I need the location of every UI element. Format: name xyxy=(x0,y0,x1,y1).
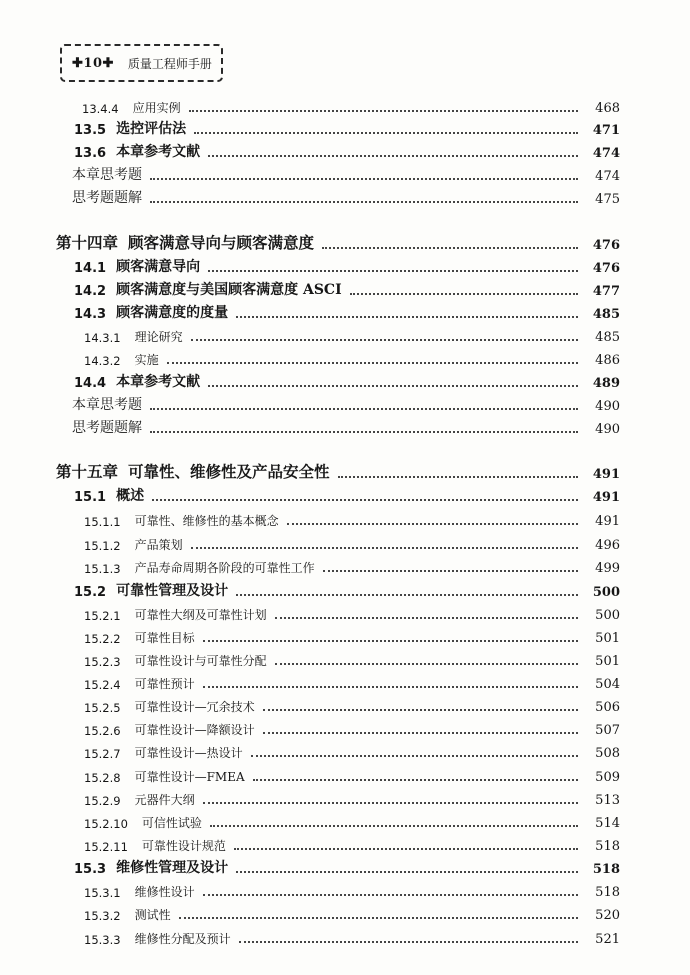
toc-entry[interactable] xyxy=(84,695,620,715)
toc-entry-page: 490 xyxy=(595,399,620,414)
dot-leader xyxy=(203,802,578,804)
toc-entry-page: 491 xyxy=(595,514,620,529)
toc-entry-page: 485 xyxy=(592,307,620,322)
toc-entry-number: 15.1.1 xyxy=(84,515,121,529)
toc-entry[interactable] xyxy=(72,164,620,184)
toc-entry-number: 15.2.2 xyxy=(84,632,121,646)
toc-entry-title: 本章参考文献 xyxy=(116,144,201,160)
toc-entry[interactable] xyxy=(74,580,620,600)
toc-entry-page: 477 xyxy=(592,284,620,299)
toc-entry[interactable] xyxy=(74,485,620,505)
toc-entry-title: 可信性试验 xyxy=(141,816,202,830)
toc-entry-number: 14.4 xyxy=(74,376,107,391)
dot-leader xyxy=(275,663,578,665)
toc-entry-number: 15.2.11 xyxy=(84,840,128,854)
toc-entry-page: 507 xyxy=(595,723,620,738)
dot-leader xyxy=(263,732,578,734)
toc-entry-page: 491 xyxy=(592,467,620,482)
toc-entry-number: 15.3 xyxy=(74,862,107,877)
dot-leader xyxy=(253,779,578,781)
toc-entry-page: 500 xyxy=(595,608,620,623)
toc-entry[interactable] xyxy=(84,811,620,831)
toc-entry[interactable] xyxy=(74,371,620,391)
toc-entry-page: 518 xyxy=(592,862,620,877)
toc-entry-title: 概述 xyxy=(116,488,145,504)
toc-entry[interactable] xyxy=(84,834,620,854)
toc-entry[interactable] xyxy=(72,417,620,437)
dot-leader xyxy=(150,178,578,180)
toc-entry-title: 应用实例 xyxy=(132,101,181,115)
toc-entry-title: 选控评估法 xyxy=(116,121,187,137)
toc-entry[interactable] xyxy=(84,903,620,923)
dot-leader xyxy=(350,293,578,295)
dot-leader xyxy=(203,640,578,642)
toc-entry-page: 506 xyxy=(595,700,620,715)
toc-entry-title: 可靠性设计规范 xyxy=(141,839,226,853)
toc-entry-title: 产品寿命周期各阶段的可靠性工作 xyxy=(134,561,315,575)
toc-entry[interactable] xyxy=(84,927,620,947)
toc-entry-number: 15.2 xyxy=(74,585,107,600)
toc-entry[interactable] xyxy=(72,187,620,207)
dot-leader xyxy=(203,686,578,688)
toc-entry-title: 可靠性预计 xyxy=(134,677,195,691)
dot-leader xyxy=(323,570,578,572)
dot-leader xyxy=(191,339,578,341)
dot-leader xyxy=(287,523,578,525)
toc-entry-title: 可靠性目标 xyxy=(134,631,195,645)
dot-leader xyxy=(194,132,578,134)
dot-leader xyxy=(236,594,578,596)
dot-leader xyxy=(167,362,578,364)
toc-entry-title: 维修性设计 xyxy=(134,885,195,899)
toc-entry-page: 518 xyxy=(595,839,620,854)
toc-entry[interactable] xyxy=(56,462,620,482)
toc-entry-number: 15.2.6 xyxy=(84,724,121,738)
toc-entry-number: 15.2.7 xyxy=(84,747,121,761)
toc-entry-title: 本章参考文献 xyxy=(116,374,201,390)
toc-entry[interactable] xyxy=(56,233,620,253)
page-number: ✚10✚ xyxy=(72,55,114,71)
dot-leader xyxy=(203,894,578,896)
toc-entry-title: 可靠性设计—冗余技术 xyxy=(134,700,255,714)
toc-entry-page: 508 xyxy=(595,746,620,761)
dot-leader xyxy=(322,247,578,249)
toc-entry-title: 本章思考题 xyxy=(72,397,142,413)
toc-entry[interactable] xyxy=(84,718,620,738)
toc-entry-title: 维修性分配及预计 xyxy=(134,932,231,946)
dot-leader xyxy=(208,385,578,387)
toc-entry-number: 15.2.3 xyxy=(84,655,121,669)
toc-entry-page: 496 xyxy=(595,538,620,553)
toc-entry-number: 14.3 xyxy=(74,307,107,322)
toc-entry-title: 思考题题解 xyxy=(72,190,142,206)
toc-entry[interactable] xyxy=(84,649,620,669)
toc-entry-number: 15.2.8 xyxy=(84,771,121,785)
toc-entry-page: 500 xyxy=(592,585,620,600)
dot-leader xyxy=(338,476,578,478)
toc-entry-title: 测试性 xyxy=(134,908,171,922)
dot-leader xyxy=(263,709,578,711)
toc-entry-page: 486 xyxy=(595,353,620,368)
dot-leader xyxy=(208,155,578,157)
toc-entry-number: 15.2.4 xyxy=(84,678,121,692)
toc-entry-title: 可靠性、维修性的基本概念 xyxy=(134,514,279,528)
toc-entry-number: 14.3.1 xyxy=(84,331,121,345)
toc-entry-title: 实施 xyxy=(134,353,159,367)
toc-entry-page: 475 xyxy=(595,192,620,207)
toc-entry-page: 476 xyxy=(592,238,620,253)
toc-entry-number: 15.3.2 xyxy=(84,909,121,923)
toc-entry-page: 499 xyxy=(595,561,620,576)
dot-leader xyxy=(189,110,578,112)
dot-leader xyxy=(150,408,578,410)
toc-entry-page: 501 xyxy=(595,654,620,669)
toc-entry-title: 顾客满意度的度量 xyxy=(116,305,229,321)
toc-entry-page: 490 xyxy=(595,422,620,437)
toc-entry[interactable] xyxy=(74,279,620,299)
dot-leader xyxy=(275,617,578,619)
toc-entry[interactable] xyxy=(84,603,620,623)
dot-leader xyxy=(208,270,578,272)
toc-entry-number: 13.4.4 xyxy=(82,102,119,116)
toc-entry[interactable] xyxy=(84,509,620,529)
toc-entry-title: 本章思考题 xyxy=(72,167,142,183)
toc-entry-title: 可靠性设计—FMEA xyxy=(134,770,245,784)
toc-entry[interactable] xyxy=(84,788,620,808)
toc-entry-title: 顾客满意导向与顾客满意度 xyxy=(128,233,315,252)
toc-entry-number: 15.1 xyxy=(74,490,107,505)
toc-entry-title: 可靠性设计—热设计 xyxy=(134,746,243,760)
toc-entry[interactable] xyxy=(84,672,620,692)
toc-entry[interactable] xyxy=(82,96,620,116)
toc-entry[interactable] xyxy=(74,302,620,322)
toc-entry-number: 15.2.9 xyxy=(84,794,121,808)
toc-entry-title: 思考题题解 xyxy=(72,420,142,436)
toc-entry[interactable] xyxy=(74,118,620,138)
dot-leader xyxy=(239,941,578,943)
toc-entry-page: 518 xyxy=(595,885,620,900)
toc-entry-number: 13.5 xyxy=(74,123,107,138)
toc-entry-page: 520 xyxy=(595,908,620,923)
toc-entry-title: 元器件大纲 xyxy=(134,793,195,807)
toc-entry-title: 顾客满意导向 xyxy=(116,259,201,275)
toc-entry-number: 第十五章 xyxy=(56,462,119,481)
toc-entry-title: 可靠性、维修性及产品安全性 xyxy=(128,462,330,481)
toc-entry-page: 474 xyxy=(592,146,620,161)
toc-entry-number: 15.2.5 xyxy=(84,701,121,715)
toc-entry-title: 可靠性大纲及可靠性计划 xyxy=(134,608,267,622)
toc-entry[interactable] xyxy=(74,857,620,877)
toc-entry[interactable] xyxy=(84,533,620,553)
toc-entry-title: 可靠性管理及设计 xyxy=(116,583,229,599)
toc-entry-page: 491 xyxy=(592,490,620,505)
dot-leader xyxy=(251,755,578,757)
toc-entry-title: 可靠性设计—降额设计 xyxy=(134,723,255,737)
toc-entry-title: 顾客满意度与美国顾客满意度 ASCI xyxy=(116,282,342,298)
toc-entry[interactable] xyxy=(84,348,620,368)
toc-entry-number: 15.2.10 xyxy=(84,817,128,831)
toc-entry-number: 14.2 xyxy=(74,284,107,299)
toc-entry[interactable] xyxy=(74,141,620,161)
dot-leader xyxy=(152,499,578,501)
toc-entry-page: 476 xyxy=(592,261,620,276)
toc-entry[interactable] xyxy=(74,256,620,276)
dot-leader xyxy=(150,431,578,433)
toc-entry-title: 可靠性设计与可靠性分配 xyxy=(134,654,267,668)
toc-entry-title: 维修性管理及设计 xyxy=(116,860,229,876)
dot-leader xyxy=(236,316,578,318)
toc-entry-number: 15.2.1 xyxy=(84,609,121,623)
toc-entry-number: 15.3.1 xyxy=(84,886,121,900)
toc-entry-number: 14.1 xyxy=(74,261,107,276)
toc-entry-page: 521 xyxy=(595,932,620,947)
toc-entry-page: 504 xyxy=(595,677,620,692)
toc-entry[interactable] xyxy=(84,626,620,646)
dot-leader xyxy=(234,848,578,850)
toc-entry[interactable] xyxy=(84,556,620,576)
toc-entry-page: 468 xyxy=(595,101,620,116)
dot-leader xyxy=(210,825,578,827)
toc-entry-page: 489 xyxy=(592,376,620,391)
toc-entry[interactable] xyxy=(84,765,620,785)
toc-entry[interactable] xyxy=(84,741,620,761)
toc-entry-number: 13.6 xyxy=(74,146,107,161)
toc-entry-page: 509 xyxy=(595,770,620,785)
toc-entry-title: 产品策划 xyxy=(134,538,183,552)
toc-entry-number: 15.3.3 xyxy=(84,933,121,947)
toc-entry-number: 第十四章 xyxy=(56,233,119,252)
toc-entry-number: 14.3.2 xyxy=(84,354,121,368)
book-title: 质量工程师手册 xyxy=(127,56,212,71)
toc-entry-page: 501 xyxy=(595,631,620,646)
toc-entry-page: 514 xyxy=(595,816,620,831)
dot-leader xyxy=(150,201,578,203)
toc-entry[interactable] xyxy=(84,325,620,345)
toc-entry-page: 485 xyxy=(595,330,620,345)
toc-entry[interactable] xyxy=(72,394,620,414)
toc-entry-page: 471 xyxy=(592,123,620,138)
toc-entry[interactable] xyxy=(84,880,620,900)
toc-entry-title: 理论研究 xyxy=(134,330,183,344)
toc-entry-page: 474 xyxy=(595,169,620,184)
dot-leader xyxy=(236,871,578,873)
toc-entry-number: 15.1.2 xyxy=(84,539,121,553)
dot-leader xyxy=(191,547,578,549)
dot-leader xyxy=(179,917,578,919)
toc-entry-number: 15.1.3 xyxy=(84,562,121,576)
toc-entry-page: 513 xyxy=(595,793,620,808)
